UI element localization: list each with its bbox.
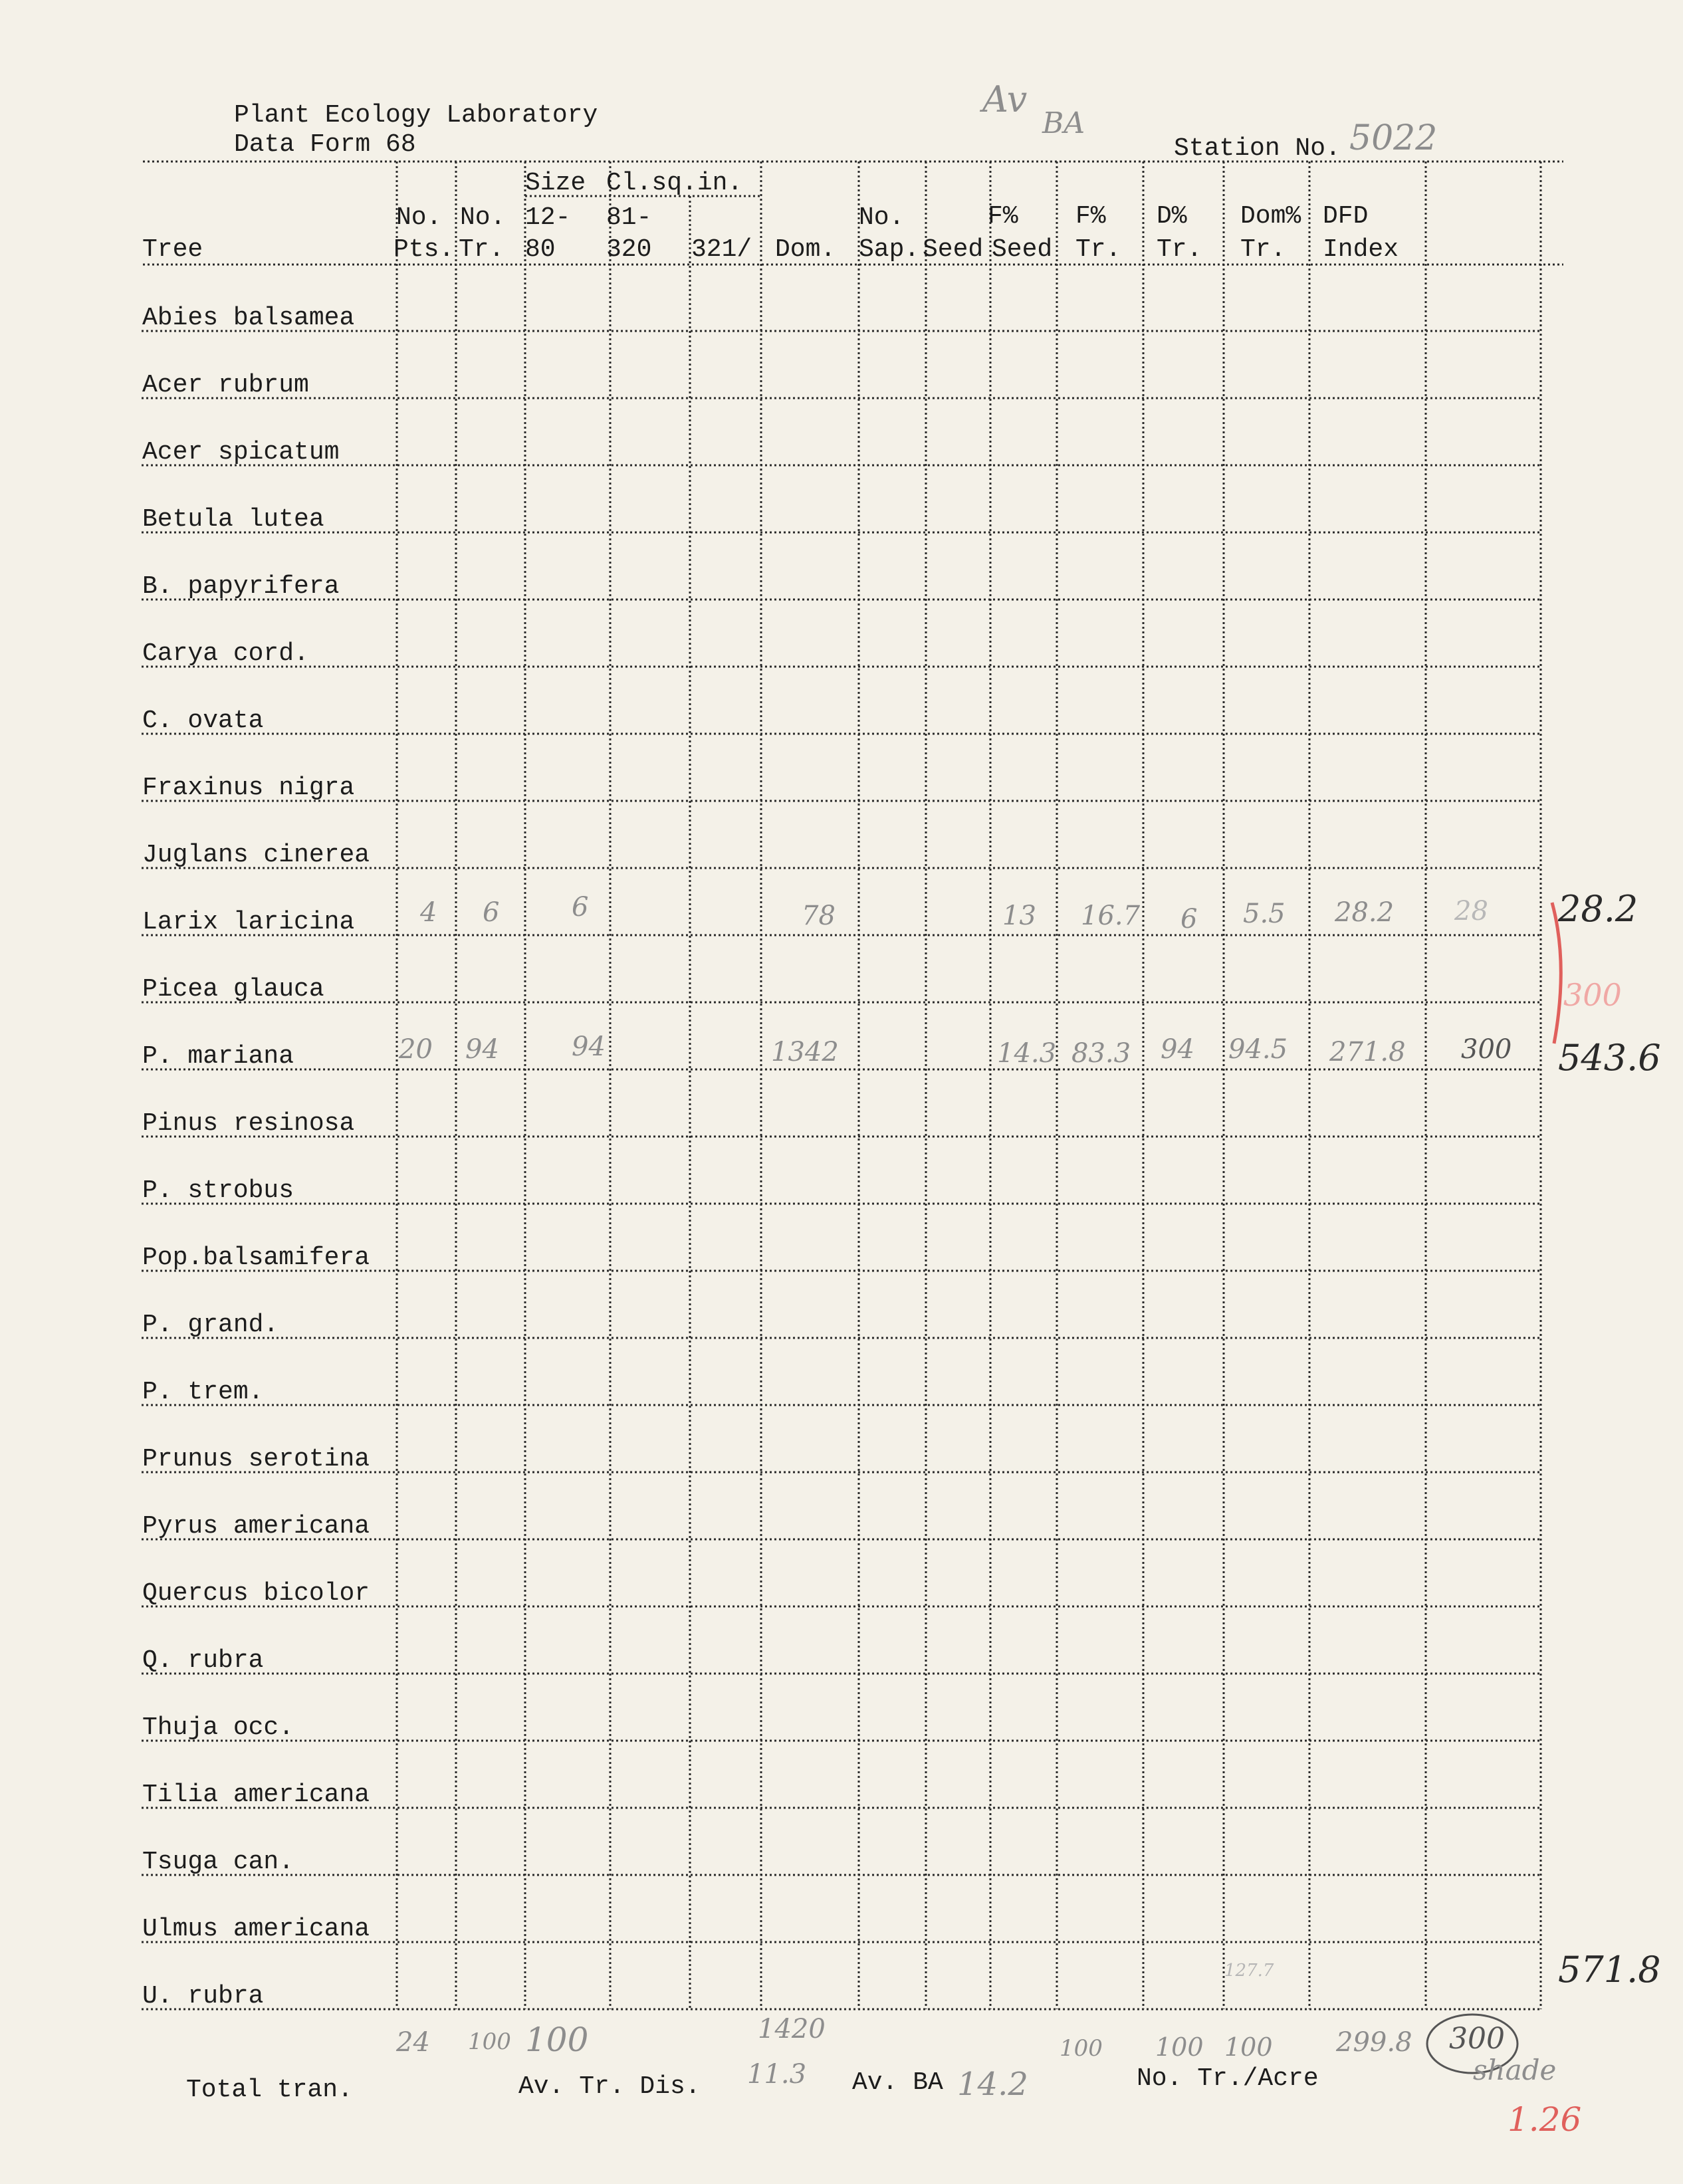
header-no-tr-2: Tr. — [459, 235, 505, 264]
header-no-sap-2: Sap. — [859, 235, 920, 264]
total-f-tr: 100 — [1155, 2032, 1204, 2062]
grand-total: 571.8 — [1558, 1949, 1661, 1991]
species-row: Juglans cinerea — [142, 841, 370, 869]
header-f-seed-2: Seed — [992, 235, 1053, 264]
form-number: Data Form 68 — [234, 130, 416, 159]
mariana-f-tr: 83.3 — [1071, 1038, 1131, 1069]
total-tr: 100 — [468, 2028, 511, 2055]
species-row: Tilia americana — [142, 1781, 370, 1809]
station-label: Station No. — [1174, 134, 1341, 163]
total-ba: 14.2 — [957, 2066, 1028, 2103]
species-row: Pyrus americana — [142, 1512, 370, 1541]
total-dis: 11.3 — [747, 2059, 807, 2090]
header-f-tr-2: Tr. — [1075, 235, 1121, 264]
red-value: 1.26 — [1508, 2100, 1582, 2139]
species-row: Pop.balsamifera — [142, 1244, 370, 1272]
larix-pts: 4 — [420, 897, 437, 928]
mariana-dom-tr: 94.5 — [1228, 1034, 1288, 1065]
total-d-tr: 100 — [1224, 2032, 1273, 2062]
species-row: Acer spicatum — [142, 438, 340, 467]
species-row: Larix laricina — [142, 908, 355, 936]
species-row: U. rubra — [142, 1982, 264, 2011]
station-value: 5022 — [1349, 118, 1438, 158]
header-321: 321/ — [691, 235, 752, 264]
larix-extra: 28 — [1454, 896, 1488, 927]
total-f-seed: 100 — [1060, 2035, 1103, 2062]
species-row: B. papyrifera — [142, 572, 340, 601]
mariana-dfd: 271.8 — [1329, 1037, 1406, 1067]
header-dom: Dom. — [775, 235, 836, 264]
ulmus-note: 127.7 — [1224, 1961, 1274, 1981]
larix-tr: 6 — [483, 897, 500, 928]
species-row: C. ovata — [142, 707, 264, 735]
header-seed: Seed — [923, 235, 984, 264]
species-row: Prunus serotina — [142, 1445, 370, 1474]
mariana-f-seed: 14.3 — [997, 1038, 1057, 1069]
header-size: Size — [525, 169, 586, 197]
header-12-1: 12- — [525, 203, 571, 232]
larix-dom-tr: 5.5 — [1243, 899, 1286, 929]
larix-margin-total: 28.2 — [1558, 888, 1638, 930]
total-dfd: 299.8 — [1336, 2027, 1412, 2058]
total-12-80: 100 — [525, 2020, 589, 2059]
species-row: Pinus resinosa — [142, 1109, 355, 1138]
larix-f-tr: 16.7 — [1081, 901, 1141, 931]
species-row: P. grand. — [142, 1311, 279, 1339]
larix-d-tr: 6 — [1180, 904, 1198, 934]
species-row: Q. rubra — [142, 1646, 264, 1675]
species-row: P. mariana — [142, 1042, 294, 1071]
species-row: P. trem. — [142, 1378, 264, 1406]
header-cl: Cl.sq.in. — [606, 169, 743, 197]
species-row: Acer rubrum — [142, 371, 309, 399]
larix-dom: 78 — [802, 901, 836, 931]
header-no-pts-1: No. — [396, 203, 442, 232]
mariana-pts: 20 — [399, 1034, 433, 1065]
species-row: P. strobus — [142, 1176, 294, 1205]
header-81-1: 81- — [606, 203, 652, 232]
mariana-tr: 94 — [465, 1034, 499, 1065]
header-no-sap-1: No. — [859, 203, 905, 232]
note-av: Av — [982, 78, 1028, 120]
species-row: Carya cord. — [142, 639, 309, 668]
footer-total-tran: Total tran. — [186, 2076, 353, 2104]
footer-no-tr-acre: No. Tr./Acre — [1137, 2064, 1319, 2093]
total-circled: 300 — [1449, 2022, 1505, 2056]
mariana-d-tr: 94 — [1161, 1034, 1194, 1065]
header-dom-tr-2: Tr. — [1240, 235, 1286, 264]
larix-f-seed: 13 — [1002, 901, 1036, 931]
larix-12-80: 6 — [572, 892, 589, 923]
note-ba: BA — [1042, 106, 1085, 140]
lab-title: Plant Ecology Laboratory — [234, 101, 598, 130]
header-tree: Tree — [142, 235, 203, 264]
header-f-seed-1: F% — [988, 202, 1018, 231]
header-d-tr-1: D% — [1157, 202, 1187, 231]
shade-note: shade — [1473, 2054, 1557, 2086]
mariana-12-80: 94 — [572, 1032, 606, 1062]
total-pts: 24 — [396, 2027, 430, 2058]
mariana-margin-total: 543.6 — [1558, 1037, 1661, 1079]
header-no-tr-1: No. — [460, 203, 506, 232]
species-row: Thuja occ. — [142, 1713, 294, 1742]
header-dfd-1: DFD — [1323, 202, 1369, 231]
species-row: Picea glauca — [142, 975, 324, 1004]
species-row: Fraxinus nigra — [142, 774, 355, 802]
species-row: Betula lutea — [142, 505, 324, 534]
header-dfd-2: Index — [1323, 235, 1399, 264]
header-12-2: 80 — [525, 235, 556, 264]
mariana-dom: 1342 — [771, 1037, 839, 1067]
species-row: Tsuga can. — [142, 1848, 294, 1876]
header-no-pts-2: Pts. — [393, 235, 455, 264]
header-f-tr-1: F% — [1075, 202, 1106, 231]
larix-dfd: 28.2 — [1335, 897, 1395, 928]
bracket-total: 300 — [1563, 977, 1622, 1013]
mariana-extra: 300 — [1461, 1034, 1512, 1065]
total-dom-top: 1420 — [758, 2014, 826, 2044]
footer-av-tr-dis: Av. Tr. Dis. — [518, 2072, 701, 2101]
header-dom-tr-1: Dom% — [1240, 202, 1301, 231]
species-row: Ulmus americana — [142, 1915, 370, 1943]
footer-av-ba: Av. BA — [852, 2068, 943, 2097]
header-81-2: 320 — [606, 235, 652, 264]
header-d-tr-2: Tr. — [1157, 235, 1202, 264]
species-row: Quercus bicolor — [142, 1579, 370, 1608]
species-row: Abies balsamea — [142, 304, 355, 332]
